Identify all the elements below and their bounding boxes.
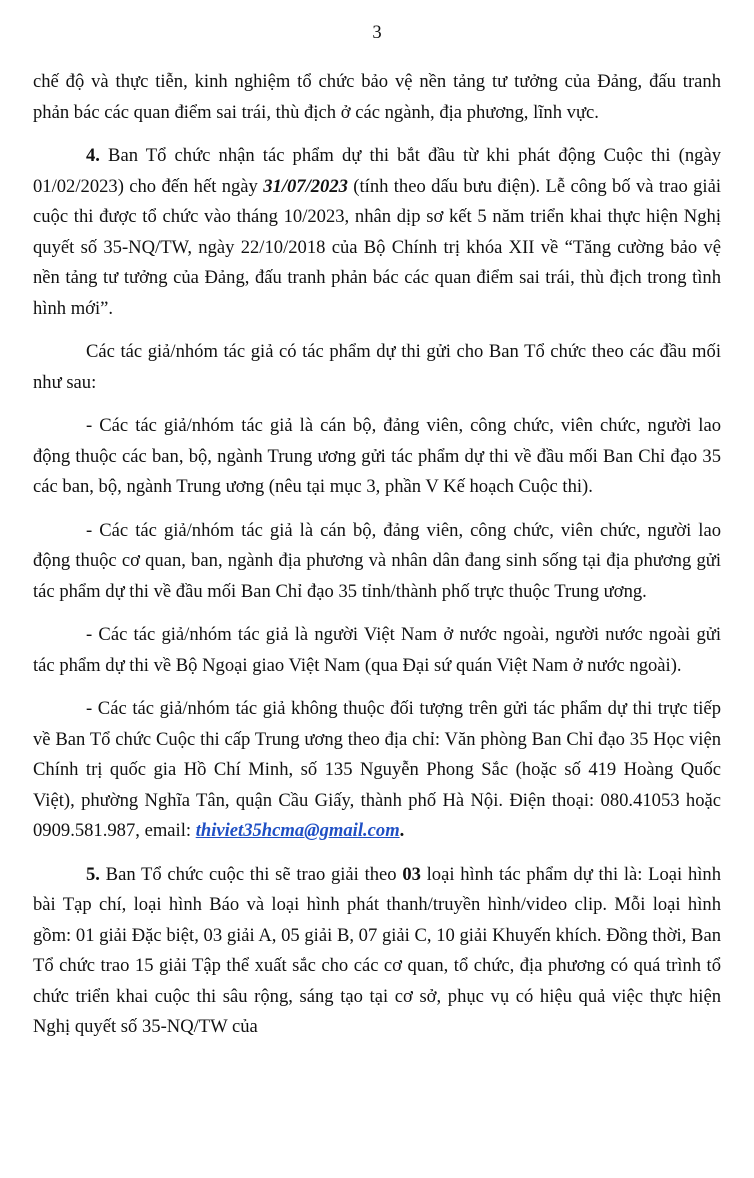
paragraph-item-5: [33, 860, 721, 1043]
deadline-date: 31/07/2023: [263, 175, 348, 197]
item-number: 5.: [86, 863, 100, 885]
paragraph-submission-intro: Các tác giả/nhóm tác giả có tác phẩm dự thi gửi cho Ban Tổ chức theo các đầu mối như sau:: [33, 341, 721, 393]
paragraph-item-4: [33, 141, 721, 324]
paragraph-text: (tính theo dấu bưu điện). Lễ công bố và trao giải cuộc thi được tổ chức vào tháng 10/2023, nhân dịp sơ kết 5 năm triển khai thực hiện Nghị quyết số 35-NQ/TW, ngày 22/10/2018 của Bộ Chính trị khóa XII về “Tăng cường bảo vệ nền tảng tư tưởng của Đảng, đấu tranh phản bác các quan điểm sai trái, thù địch trong tình hình mới”.: [33, 175, 721, 319]
punctuation: .: [399, 820, 405, 841]
paragraph-text: Ban Tổ chức nhận tác phẩm dự thi bắt đầu từ khi phát động Cuộc thi (ngày 01/02/2023) cho đến hết ngày: [33, 145, 721, 197]
paragraph-text: loại hình tác phẩm dự thi là: Loại hình bài Tạp chí, loại hình Báo và loại hình phát thanh/truyền hình/video clip. Mỗi loại hình gồm: 01 giải Đặc biệt, 03 giải A, 05 giải B, 07 giải C, 10 giải Khuyến khích. Đồng thời, Ban Tổ chức trao 15 giải Tập thể xuất sắc cho các cơ quan, tổ chức, địa phương có quá trình tổ chức triển khai cuộc thi sâu rộng, sáng tạo tại cơ sở, phục vụ có hiệu quả việc thực hiện Nghị quyết số 35-NQ/TW của: [33, 863, 722, 1037]
category-count: 03: [402, 863, 421, 885]
paragraph-central-agencies: - Các tác giả/nhóm tác giả là cán bộ, đảng viên, công chức, viên chức, người lao động thuộc các ban, bộ, ngành Trung ương gửi tác phẩm dự thi về đầu mối Ban Chỉ đạo 35 các ban, bộ, ngành Trung ương (nêu tại mục 3, phần V Kế hoạch Cuộc thi).: [33, 415, 721, 497]
item-number: 4.: [86, 145, 100, 166]
paragraph-continuation: chế độ và thực tiễn, kinh nghiệm tổ chức bảo vệ nền tảng tư tưởng của Đảng, đấu tranh phản bác các quan điểm sai trái, thù địch ở các ngành, địa phương, lĩnh vực.: [33, 71, 721, 123]
paragraph-local-agencies: - Các tác giả/nhóm tác giả là cán bộ, đảng viên, công chức, viên chức, người lao động thuộc cơ quan, ban, ngành địa phương và nhân dân đang sinh sống tại địa phương gửi tác phẩm dự thi về đầu mối Ban Chỉ đạo 35 tỉnh/thành phố trực thuộc Trung ương.: [33, 519, 721, 602]
paragraph-text: - Các tác giả/nhóm tác giả không thuộc đối tượng trên gửi tác phẩm dự thi trực tiếp về Ban Tổ chức Cuộc thi cấp Trung ương theo địa chỉ: Văn phòng Ban Chỉ đạo 35 Học viện Chính trị quốc gia Hồ Chí Minh, số 135 Nguyễn Phong Sắc (hoặc số 419 Hoàng Quốc Việt), phường Nghĩa Tân, quận Cầu Giấy, thành phố Hà Nội. Điện thoại: 080.41053 hoặc 0909.581.987, email:: [33, 698, 721, 841]
email-link[interactable]: thiviet35hcma@gmail.com: [195, 820, 400, 841]
page-number: 3: [372, 22, 382, 43]
paragraph-text: Ban Tổ chức cuộc thi sẽ trao giải theo: [99, 863, 403, 885]
document-body: [33, 67, 721, 1056]
paragraph-other-authors: [33, 694, 721, 847]
paragraph-overseas: - Các tác giả/nhóm tác giả là người Việt Nam ở nước ngoài, người nước ngoài gửi tác phẩm dự thi về Bộ Ngoại giao Việt Nam (qua Đại sứ quán Việt Nam ở nước ngoài).: [33, 624, 721, 676]
